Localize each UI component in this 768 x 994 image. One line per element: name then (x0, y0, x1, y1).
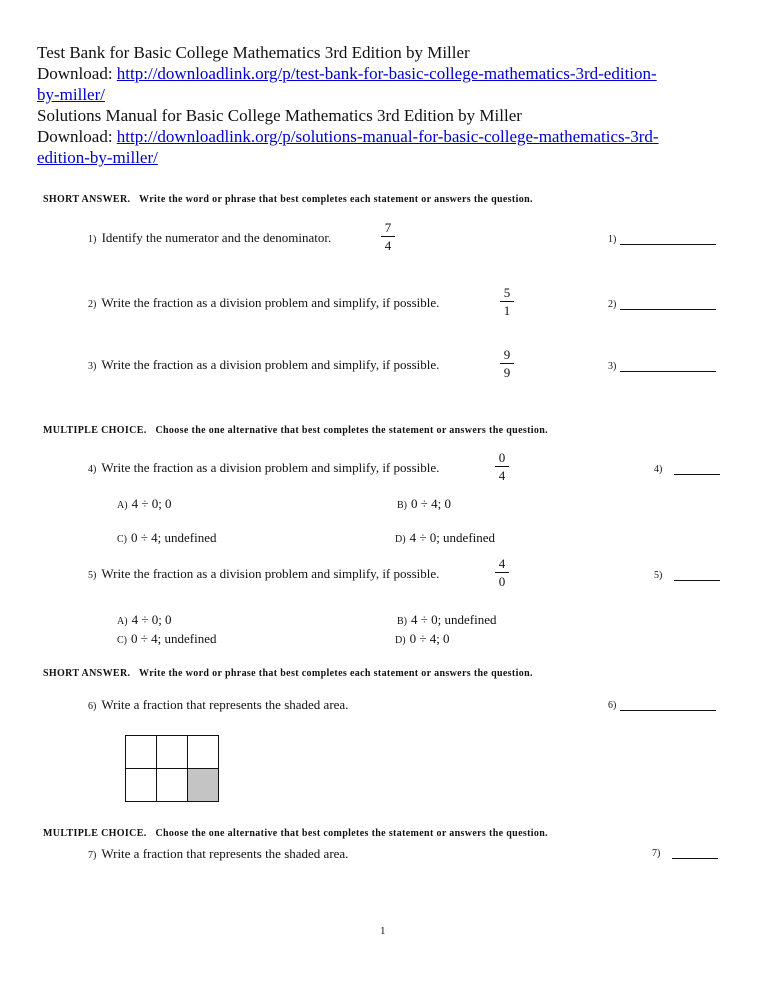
title-test-bank: Test Bank for Basic College Mathematics 3rd Edition by Miller (37, 43, 470, 62)
section-heading-multiple-choice (43, 828, 548, 839)
option-letter: D) (395, 635, 406, 646)
section-instruction: Choose the one alternative that best completes the statement or answers the question. (155, 828, 549, 839)
question-5 (88, 566, 439, 582)
answer-line[interactable] (674, 570, 720, 581)
option-c[interactable] (117, 631, 216, 647)
answer-line[interactable] (672, 848, 718, 859)
fraction-denominator: 0 (498, 574, 506, 589)
option-text: 4 ÷ 0; 0 (131, 496, 172, 511)
fraction-bar (500, 363, 514, 364)
answer-number: 2) (608, 299, 617, 310)
option-d[interactable] (395, 530, 495, 546)
question-number: 2) (88, 299, 97, 310)
question-text: Write the fraction as a division problem and simplify, if possible. (101, 460, 440, 475)
section-label: SHORT ANSWER. (43, 668, 131, 679)
question-number: 7) (88, 850, 97, 861)
fraction-denominator: 1 (503, 303, 511, 318)
question-number: 4) (88, 464, 97, 475)
answer-number: 3) (608, 361, 617, 372)
fraction-numerator: 7 (384, 220, 392, 235)
option-c[interactable] (117, 530, 216, 546)
fraction-denominator: 4 (498, 468, 506, 483)
option-text: 4 ÷ 0; undefined (409, 530, 496, 545)
grid-cell (188, 736, 219, 769)
fraction-bar (500, 301, 514, 302)
download-label: Download: (37, 127, 117, 146)
download-label: Download: (37, 64, 117, 83)
fraction (494, 556, 510, 589)
fraction-numerator: 0 (498, 450, 506, 465)
question-number: 5) (88, 570, 97, 581)
test-bank-link-cont[interactable]: by-miller/ (37, 85, 105, 104)
answer-line[interactable] (620, 299, 716, 310)
section-instruction: Choose the one alternative that best completes the statement or answers the question. (155, 425, 549, 436)
option-text: 0 ÷ 4; undefined (131, 631, 217, 646)
fraction-denominator: 9 (503, 365, 511, 380)
option-letter: C) (117, 635, 127, 646)
section-label: MULTIPLE CHOICE. (43, 425, 147, 436)
answer-number: 6) (608, 700, 617, 711)
fraction-denominator: 4 (384, 238, 392, 253)
answer-line[interactable] (674, 464, 720, 475)
question-7 (88, 846, 348, 862)
answer-number: 1) (608, 234, 617, 245)
question-2 (88, 295, 439, 311)
download-line-1 (37, 63, 737, 84)
grid-cell (126, 736, 157, 769)
option-letter: A) (117, 500, 128, 511)
answer-blank-6 (608, 700, 716, 711)
answer-line[interactable] (620, 361, 716, 372)
fraction (494, 450, 510, 483)
option-a[interactable] (117, 612, 172, 628)
download-line-1-cont (37, 84, 737, 105)
answer-blank-4 (654, 464, 720, 475)
question-text: Write a fraction that represents the shaded area. (101, 697, 349, 712)
answer-blank-1 (608, 234, 716, 245)
grid-cell (126, 769, 157, 802)
option-letter: A) (117, 616, 128, 627)
grid-cell-shaded (188, 769, 219, 802)
question-3 (88, 357, 439, 373)
section-heading-multiple-choice (43, 425, 548, 436)
grid-cell (157, 736, 188, 769)
option-text: 4 ÷ 0; 0 (131, 612, 172, 627)
fraction-bar (495, 572, 509, 573)
section-heading-short-answer (43, 194, 533, 205)
fraction-bar (381, 236, 395, 237)
fraction-numerator: 9 (503, 347, 511, 362)
question-6 (88, 697, 348, 713)
download-line-2 (37, 126, 737, 147)
solutions-manual-link[interactable]: http://downloadlink.org/p/solutions-manual-for-basic-college-mathematics-3rd- (116, 127, 659, 146)
answer-blank-2 (608, 299, 716, 310)
option-letter: D) (395, 534, 406, 545)
option-text: 4 ÷ 0; undefined (411, 612, 497, 627)
fraction-numerator: 4 (498, 556, 506, 571)
title-solutions-manual: Solutions Manual for Basic College Mathematics 3rd Edition by Miller (37, 106, 522, 125)
question-number: 3) (88, 361, 97, 372)
test-bank-link[interactable]: http://downloadlink.org/p/test-bank-for-basic-college-mathematics-3rd-edition- (116, 64, 657, 83)
option-b[interactable] (397, 496, 451, 512)
option-text: 0 ÷ 4; undefined (131, 530, 217, 545)
fraction (499, 285, 515, 318)
question-text: Write the fraction as a division problem and simplify, if possible. (101, 295, 440, 310)
fraction-numerator: 5 (503, 285, 511, 300)
page-number: 1 (380, 925, 386, 937)
option-letter: C) (117, 534, 127, 545)
answer-blank-3 (608, 361, 716, 372)
shaded-area-grid (125, 735, 219, 802)
answer-number: 5) (654, 570, 663, 581)
question-text: Write the fraction as a division problem and simplify, if possible. (101, 566, 440, 581)
answer-number: 7) (652, 848, 661, 859)
option-a[interactable] (117, 496, 172, 512)
document-header (37, 42, 737, 168)
section-heading-short-answer (43, 668, 533, 679)
answer-number: 4) (654, 464, 663, 475)
section-instruction: Write the word or phrase that best completes each statement or answers the question. (139, 668, 533, 679)
download-line-2-cont (37, 147, 737, 168)
answer-blank-7 (652, 848, 718, 859)
option-d[interactable] (395, 631, 450, 647)
option-b[interactable] (397, 612, 496, 628)
section-instruction: Write the word or phrase that best completes each statement or answers the question. (139, 194, 533, 205)
fraction (499, 347, 515, 380)
option-text: 0 ÷ 4; 0 (411, 496, 451, 511)
option-letter: B) (397, 616, 407, 627)
answer-blank-5 (654, 570, 720, 581)
option-text: 0 ÷ 4; 0 (409, 631, 450, 646)
answer-line[interactable] (620, 234, 716, 245)
section-label: SHORT ANSWER. (43, 194, 131, 205)
fraction (380, 220, 396, 253)
question-text: Identify the numerator and the denominator. (101, 230, 332, 245)
question-4 (88, 460, 439, 476)
question-number: 1) (88, 234, 97, 245)
grid-cell (157, 769, 188, 802)
solutions-manual-link-cont[interactable]: edition-by-miller/ (37, 148, 158, 167)
answer-line[interactable] (620, 700, 716, 711)
question-text: Write a fraction that represents the shaded area. (101, 846, 349, 861)
option-letter: B) (397, 500, 407, 511)
question-text: Write the fraction as a division problem and simplify, if possible. (101, 357, 440, 372)
fraction-bar (495, 466, 509, 467)
question-number: 6) (88, 701, 97, 712)
section-label: MULTIPLE CHOICE. (43, 828, 147, 839)
question-1 (88, 230, 331, 246)
